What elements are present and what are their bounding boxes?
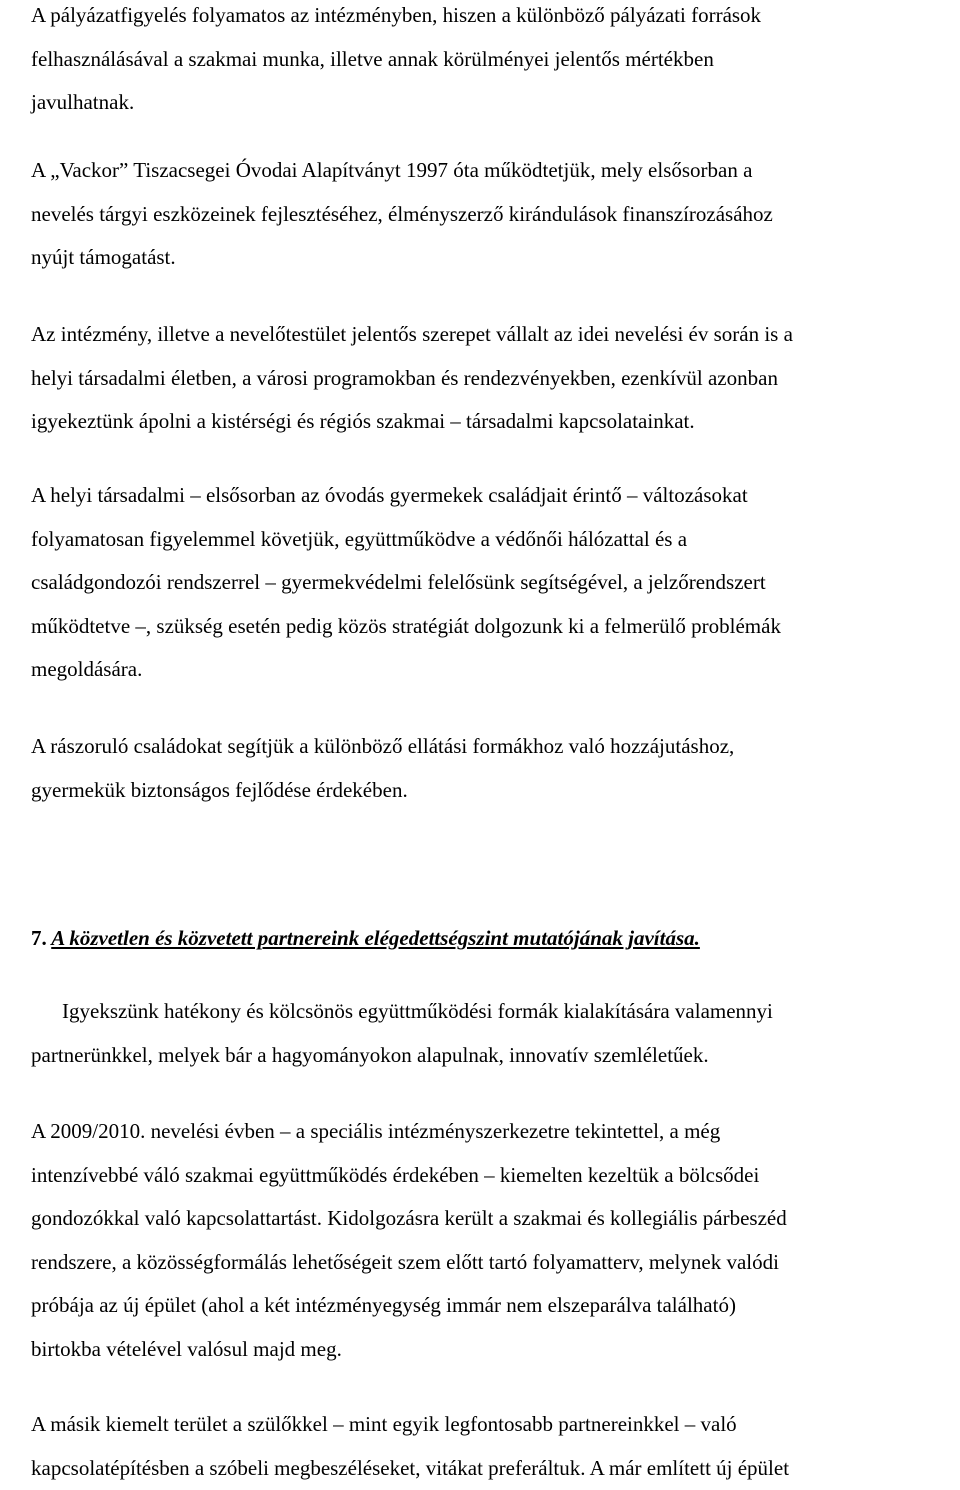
text-line: felhasználásával a szakmai munka, illetve annak körülményei jelentős mértékben (31, 38, 931, 82)
paragraph-family-changes (31, 474, 931, 692)
paragraph-funding (31, 0, 931, 125)
text-line: működtetve –, szükség esetén pedig közös stratégiát dolgozunk ki a felmerülő problémák (31, 605, 931, 649)
text-line: A pályázatfigyelés folyamatos az intézményben, hiszen a különböző pályázati források (31, 0, 931, 38)
text-line: A másik kiemelt terület a szülőkkel – mint egyik legfontosabb partnereinkkel – való (31, 1403, 931, 1447)
text-line: nevelés tárgyi eszközeinek fejlesztéséhez, élményszerző kirándulások finanszírozásához (31, 193, 931, 237)
text-line: intenzívebbé váló szakmai együttműködés érdekében – kiemelten kezeltük a bölcsődei (31, 1154, 931, 1198)
text-line: javulhatnak. (31, 81, 931, 125)
text-line: A rászoruló családokat segítjük a különböző ellátási formákhoz való hozzájutáshoz, (31, 725, 931, 769)
section-title: A közvetlen és közvetett partnereink elégedettségszint mutatójának javítása. (51, 926, 700, 950)
text-line: nyújt támogatást. (31, 236, 931, 280)
text-line: A helyi társadalmi – elsősorban az óvodás gyermekek családjait érintő – változásokat (31, 474, 931, 518)
text-line: igyekeztünk ápolni a kistérségi és régiós szakmai – társadalmi kapcsolatainkat. (31, 400, 931, 444)
text-line: birtokba vételével valósul majd meg. (31, 1328, 931, 1372)
section-number: 7. (31, 926, 47, 950)
paragraph-community-role (31, 313, 931, 444)
text-line: gyermekük biztonságos fejlődése érdekében. (31, 769, 931, 813)
text-line: próbája az új épület (ahol a két intézményegység immár nem elszeparálva található) (31, 1284, 931, 1328)
paragraph-cooperation (31, 990, 931, 1077)
text-line: megoldására. (31, 648, 931, 692)
text-line: kapcsolatépítésben a szóbeli megbeszéléseket, vitákat preferáltuk. A már említett új épület (31, 1447, 931, 1490)
text-line: családgondozói rendszerrel – gyermekvédelmi felelősünk segítségével, a jelzőrendszert (31, 561, 931, 605)
paragraph-support (31, 725, 931, 812)
text-line: helyi társadalmi életben, a városi programokban és rendezvényekben, ezenkívül azonban (31, 357, 931, 401)
text-line: rendszere, a közösségformálás lehetőségeit szem előtt tartó folyamatterv, melynek valódi (31, 1241, 931, 1285)
text-line: Az intézmény, illetve a nevelőtestület jelentős szerepet vállalt az idei nevelési év során is a (31, 313, 931, 357)
text-line: partnerünkkel, melyek bár a hagyományokon alapulnak, innovatív szemléletűek. (31, 1034, 931, 1078)
paragraph-foundation (31, 149, 931, 280)
section-heading (31, 923, 931, 953)
text-line: A „Vackor” Tiszacsegei Óvodai Alapítványt 1997 óta működtetjük, mely elsősorban a (31, 149, 931, 193)
paragraph-parents (31, 1403, 931, 1490)
text-line: Igyekszünk hatékony és kölcsönös együttműködési formák kialakítására valamennyi (31, 990, 931, 1034)
text-line: A 2009/2010. nevelési évben – a speciális intézményszerkezetre tekintettel, a még (31, 1110, 931, 1154)
paragraph-nursery-contact (31, 1110, 931, 1371)
text-line: gondozókkal való kapcsolattartást. Kidolgozásra került a szakmai és kollegiális párbeszéd (31, 1197, 931, 1241)
text-line: folyamatosan figyelemmel követjük, együttműködve a védőnői hálózattal és a (31, 518, 931, 562)
